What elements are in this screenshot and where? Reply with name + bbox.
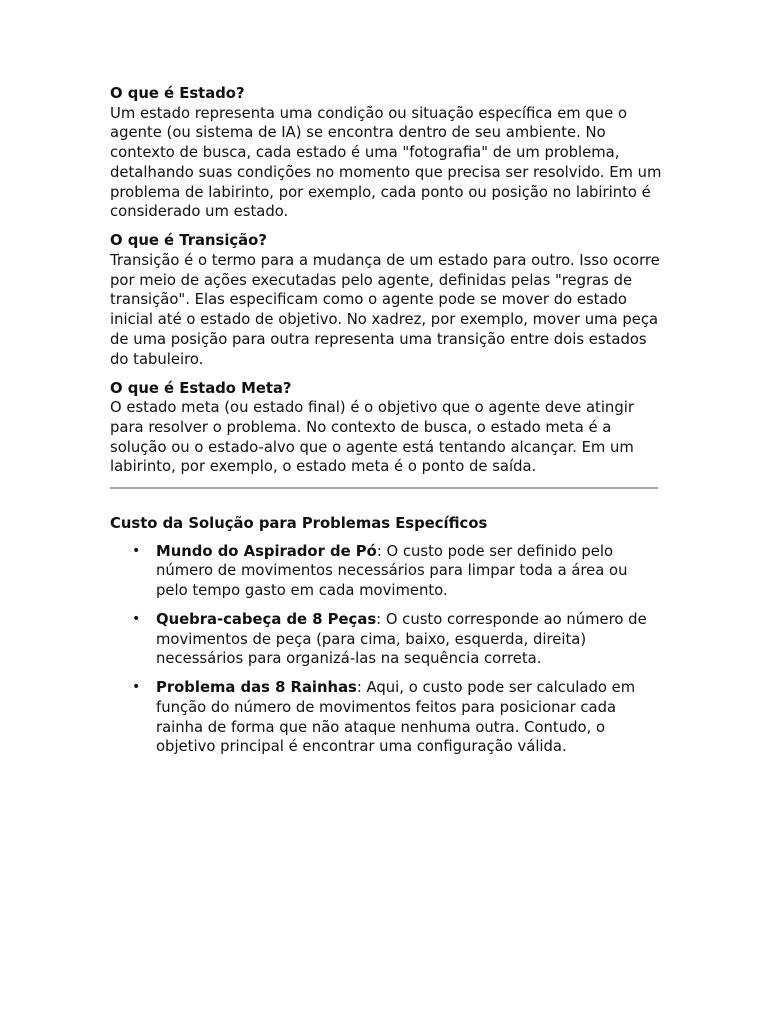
bullet-term: Quebra-cabeça de 8 Peças <box>156 611 377 629</box>
list-item <box>110 610 662 669</box>
section-title: O que é Estado? <box>110 85 245 102</box>
bullet-text: : O custo corresponde ao número de movimentos de peça (para cima, baixo, esquerda, direita) necessários para organizá-las na sequência correta. <box>156 611 647 668</box>
cost-list <box>110 542 662 757</box>
section-body: Transição é o termo para a mudança de um estado para outro. Isso ocorre por meio de ações executadas pelo agente, definidas pelas "regras de transição". Elas especificam como o agente pode se mover do estado inicial até o estado de objetivo. No xadrez, por exemplo, mover uma peça de uma posição para outra representa uma transição entre dois estados do tabuleiro. <box>110 251 660 368</box>
bullet-text: : Aqui, o custo pode ser calculado em função do número de movimentos feitos para posicionar cada rainha de forma que não ataque nenhuma outra. Contudo, o objetivo principal é encontrar uma configuração válida. <box>156 679 636 756</box>
bullet-icon: • <box>132 611 141 628</box>
bullet-term: Mundo do Aspirador de Pó <box>156 542 377 560</box>
cost-heading: Custo da Solução para Problemas Específicos <box>110 515 488 533</box>
document-page <box>110 84 662 766</box>
bullet-icon: • <box>132 679 141 696</box>
list-item <box>110 678 662 756</box>
section-title: O que é Transição? <box>110 232 267 250</box>
bullet-icon: • <box>132 542 141 559</box>
section-estado <box>110 84 662 222</box>
section-title: O que é Estado Meta? <box>110 379 292 397</box>
bullet-term: Problema das 8 Rainhas <box>156 679 357 697</box>
horizontal-divider <box>110 487 658 489</box>
section-body: Um estado representa uma condição ou situação específica em que o agente (ou sistema de IA) se encontra dentro de seu ambiente. No contexto de busca, cada estado é uma "fotografia" de um problema, detalhando suas condições no momento que precisa ser resolvido. Em um problema de labirinto, por exemplo, cada ponto ou posição no labirinto é considerado um estado. <box>110 104 662 221</box>
section-body: O estado meta (ou estado final) é o objetivo que o agente deve atingir para resolver o problema. No contexto de busca, o estado meta é a solução ou o estado-alvo que o agente está tentando alcançar. Em um labirinto, por exemplo, o estado meta é o ponto de saída. <box>110 399 634 476</box>
list-item <box>110 542 662 601</box>
section-estado-meta <box>110 379 662 478</box>
bullet-text: : O custo pode ser definido pelo número de movimentos necessários para limpar toda a área ou pelo tempo gasto em cada movimento. <box>156 542 628 599</box>
section-transicao <box>110 231 662 369</box>
